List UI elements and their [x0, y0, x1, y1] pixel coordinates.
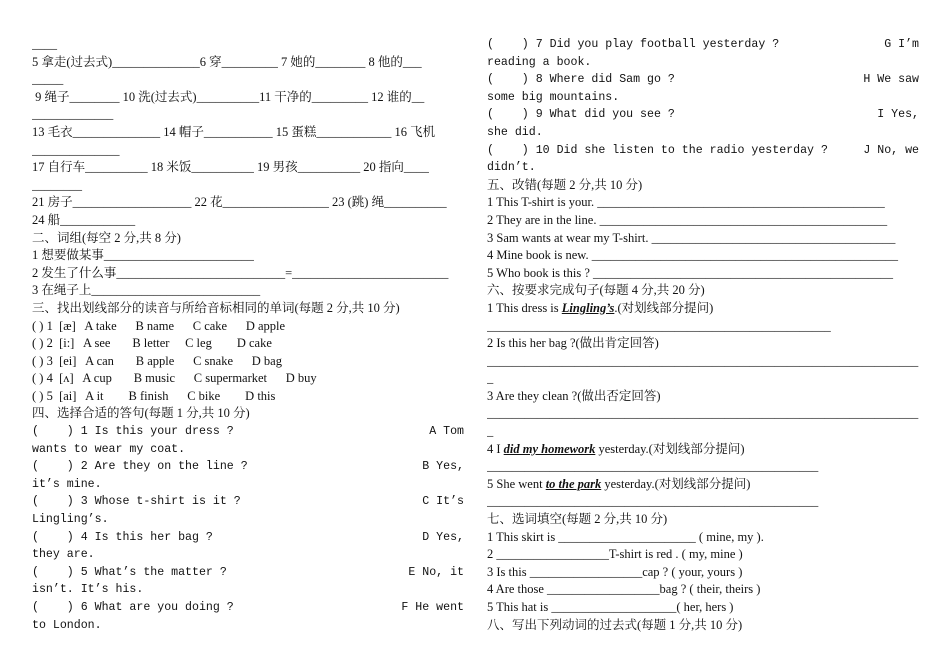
left-line	[32, 617, 464, 635]
right-line	[487, 564, 919, 582]
line-text: ( ) 3 Whose t-shirt is it ?	[32, 495, 241, 509]
line-text: ( ) 2 [i:] A see B letter C leg D cake	[32, 336, 272, 351]
right-line	[487, 177, 919, 195]
left-line	[32, 159, 464, 177]
right-column	[487, 36, 919, 634]
line-text: ( ) 6 What are you doing ?	[32, 601, 234, 614]
line-text: 5 This hat is ____________________( her, hers )	[487, 600, 734, 614]
line-text: ( ) 8 Where did Sam go ?	[487, 73, 675, 87]
left-line	[32, 564, 464, 582]
left-line	[32, 71, 464, 89]
line-text: ( ) 7 Did you play football yesterday ?	[487, 38, 780, 51]
left-line	[32, 124, 464, 142]
line-text: ( ) 4 Is this her bag ?	[32, 530, 213, 544]
line-text: _____________________________________________________________________	[487, 353, 919, 368]
right-line	[487, 230, 919, 248]
answer-option: D Yes,	[422, 530, 464, 544]
underlined-part: to the park	[545, 476, 602, 491]
line-content	[487, 477, 750, 491]
line-text: _	[487, 371, 494, 386]
left-line	[32, 282, 464, 300]
line-text: 三、找出划线部分的读音与所给音标相同的单词(每题 2 分,共 10 分)	[32, 300, 400, 315]
line-text: 1 This skirt is ______________________ ( mine, my ).	[487, 529, 764, 544]
right-line	[487, 441, 919, 459]
line-text: 4 I	[487, 441, 504, 456]
left-line	[32, 493, 464, 511]
line-text: ( ) 5 [ai] A it B finish C bike D this	[32, 388, 276, 403]
line-content	[487, 442, 745, 456]
line-text: she did.	[487, 125, 543, 139]
line-text: ( ) 2 Are they on the line ?	[32, 460, 248, 474]
line-text: _____________________________________________________	[487, 494, 819, 509]
left-line	[32, 423, 464, 441]
line-text: 二、词组(每空 2 分,共 8 分)	[32, 230, 181, 245]
line-text: ( ) 1 Is this your dress ?	[32, 425, 234, 439]
line-text: 七、选词填空(每题 2 分,共 10 分)	[487, 512, 668, 527]
line-text: ( ) 4 [ʌ] A cup B music C supermarket D buy	[32, 371, 317, 386]
line-text: 5 She went	[487, 476, 546, 491]
left-line	[32, 546, 464, 564]
left-line	[32, 265, 464, 283]
right-line	[487, 388, 919, 406]
line-text: 2 They are in the line. ______________________________________________	[487, 212, 888, 227]
underlined-part: did my homework	[503, 441, 596, 456]
line-text: 1 This dress is	[487, 300, 562, 315]
line-text: 2 Is this her bag ?(做出肯定回答)	[487, 336, 659, 351]
line-text: ( ) 3 [ei] A can B apple C snake D bag	[32, 353, 282, 368]
line-text: didn’t.	[487, 161, 536, 175]
line-text: ____	[32, 37, 57, 51]
right-line	[487, 423, 919, 441]
line-text: ______________	[32, 142, 120, 157]
right-line	[487, 370, 919, 388]
right-line	[487, 106, 919, 124]
line-text: 八、写出下列动词的过去式(每题 1 分,共 10 分)	[487, 617, 743, 632]
left-line	[32, 230, 464, 248]
right-line	[487, 71, 919, 89]
line-text: 17 自行车__________ 18 米饭__________ 19 男孩__________ 20 指向____	[32, 160, 429, 175]
line-text: 六、按要求完成句子(每题 4 分,共 20 分)	[487, 283, 705, 298]
left-line	[32, 476, 464, 494]
line-text: some big mountains.	[487, 90, 620, 104]
line-text: to London.	[32, 618, 102, 632]
left-line	[32, 441, 464, 459]
line-text: 4 Are those __________________bag ? ( their, theirs )	[487, 582, 761, 597]
line-text: wants to wear my coat.	[32, 442, 186, 456]
line-text: 1 This T-shirt is your. ______________________________________________	[487, 195, 885, 210]
right-line	[487, 194, 919, 212]
right-line	[487, 318, 919, 336]
line-text: Lingling’s.	[32, 513, 109, 527]
answer-option: C It’s	[422, 495, 464, 509]
line-text: ( ) 5 What’s the matter ?	[32, 565, 227, 579]
answer-option: J No, we	[863, 143, 919, 157]
left-line	[32, 388, 464, 406]
line-text: 4 Mine book is new. _________________________________________________	[487, 248, 898, 263]
left-line	[32, 511, 464, 529]
line-text-after: yesterday.(对划线部分提问)	[601, 476, 751, 491]
line-text: 2 __________________T-shirt is red . ( my, mine )	[487, 547, 743, 562]
line-text: _	[487, 424, 494, 439]
line-text: 24 船____________	[32, 212, 136, 227]
line-text: they are.	[32, 548, 95, 562]
right-line	[487, 599, 919, 617]
line-text: 四、选择合适的答句(每题 1 分,共 10 分)	[32, 406, 250, 421]
answer-option: A Tom	[429, 425, 464, 439]
line-text: 13 毛衣______________ 14 帽子___________ 15 蛋糕____________ 16 飞机	[32, 124, 436, 139]
left-line	[32, 54, 464, 72]
line-text: 3 在绳子上___________________________	[32, 283, 261, 298]
answer-option: H We saw	[863, 73, 919, 87]
right-line	[487, 89, 919, 107]
line-text-after: yesterday.(对划线部分提问)	[595, 441, 745, 456]
answer-option: F He went	[401, 601, 464, 614]
line-text: 5 Who book is this ? ________________________________________________	[487, 265, 894, 280]
left-line	[32, 300, 464, 318]
right-line	[487, 458, 919, 476]
right-line	[487, 159, 919, 177]
answer-option: I Yes,	[877, 108, 919, 122]
line-text: ( ) 10 Did she listen to the radio yesterday ?	[487, 143, 828, 157]
right-line	[487, 212, 919, 230]
right-line	[487, 142, 919, 160]
left-line	[32, 89, 464, 107]
answer-option: G I’m	[884, 38, 919, 51]
line-text: _____________________________________________________	[487, 459, 819, 474]
answer-option: B Yes,	[422, 460, 464, 474]
right-line	[487, 265, 919, 283]
line-text: ( ) 1 [æ] A take B name C cake D apple	[32, 318, 286, 333]
left-line	[32, 335, 464, 353]
left-line	[32, 353, 464, 371]
left-line	[32, 458, 464, 476]
right-line	[487, 54, 919, 72]
line-text: it’s mine.	[32, 477, 102, 491]
line-text: _____	[32, 72, 64, 87]
right-line	[487, 36, 919, 54]
right-line	[487, 335, 919, 353]
line-text: reading a book.	[487, 55, 592, 69]
left-line	[32, 529, 464, 547]
line-text: _______________________________________________________	[487, 318, 831, 333]
line-text: 1 想要做某事________________________	[32, 248, 254, 263]
line-text: ( ) 9 What did you see ?	[487, 108, 675, 122]
line-text: 5 拿走(过去式)______________6 穿_________ 7 她的________ 8 他的___	[32, 54, 422, 69]
left-line	[32, 36, 464, 54]
right-line	[487, 476, 919, 494]
line-content	[487, 301, 713, 315]
right-line	[487, 405, 919, 423]
line-text: _____________________________________________________________________	[487, 406, 919, 421]
line-text: _____________	[32, 107, 114, 122]
line-text: 3 Is this __________________cap ? ( your, yours )	[487, 564, 743, 579]
left-line	[32, 106, 464, 124]
right-line	[487, 282, 919, 300]
left-line	[32, 142, 464, 160]
left-line	[32, 405, 464, 423]
line-text: 五、改错(每题 2 分,共 10 分)	[487, 177, 643, 192]
right-line	[487, 124, 919, 142]
left-line	[32, 370, 464, 388]
left-line	[32, 581, 464, 599]
right-line	[487, 546, 919, 564]
line-text: 3 Are they clean ?(做出否定回答)	[487, 388, 661, 403]
line-text: 21 房子___________________ 22 花_________________ 23 (跳) 绳__________	[32, 195, 447, 210]
line-text: ________	[32, 177, 82, 192]
left-column	[32, 36, 464, 634]
answer-option: E No, it	[408, 565, 464, 579]
left-line	[32, 177, 464, 195]
right-line	[487, 300, 919, 318]
left-line	[32, 194, 464, 212]
right-line	[487, 247, 919, 265]
line-text: 3 Sam wants at wear my T-shirt. _______________________________________	[487, 230, 896, 245]
line-text: isn’t. It’s his.	[32, 583, 144, 597]
right-line	[487, 529, 919, 547]
right-line	[487, 511, 919, 529]
left-line	[32, 212, 464, 230]
right-line	[487, 617, 919, 635]
left-line	[32, 318, 464, 336]
line-text: 2 发生了什么事___________________________=_________________________	[32, 265, 449, 280]
left-line	[32, 247, 464, 265]
left-line	[32, 599, 464, 617]
underlined-part: Lingling’s	[561, 300, 615, 315]
right-line	[487, 353, 919, 371]
line-text: 9 绳子________ 10 洗(过去式)__________11 干净的_________ 12 谁的__	[32, 89, 425, 104]
line-text-after: .(对划线部分提问)	[614, 300, 714, 315]
right-line	[487, 493, 919, 511]
right-line	[487, 581, 919, 599]
